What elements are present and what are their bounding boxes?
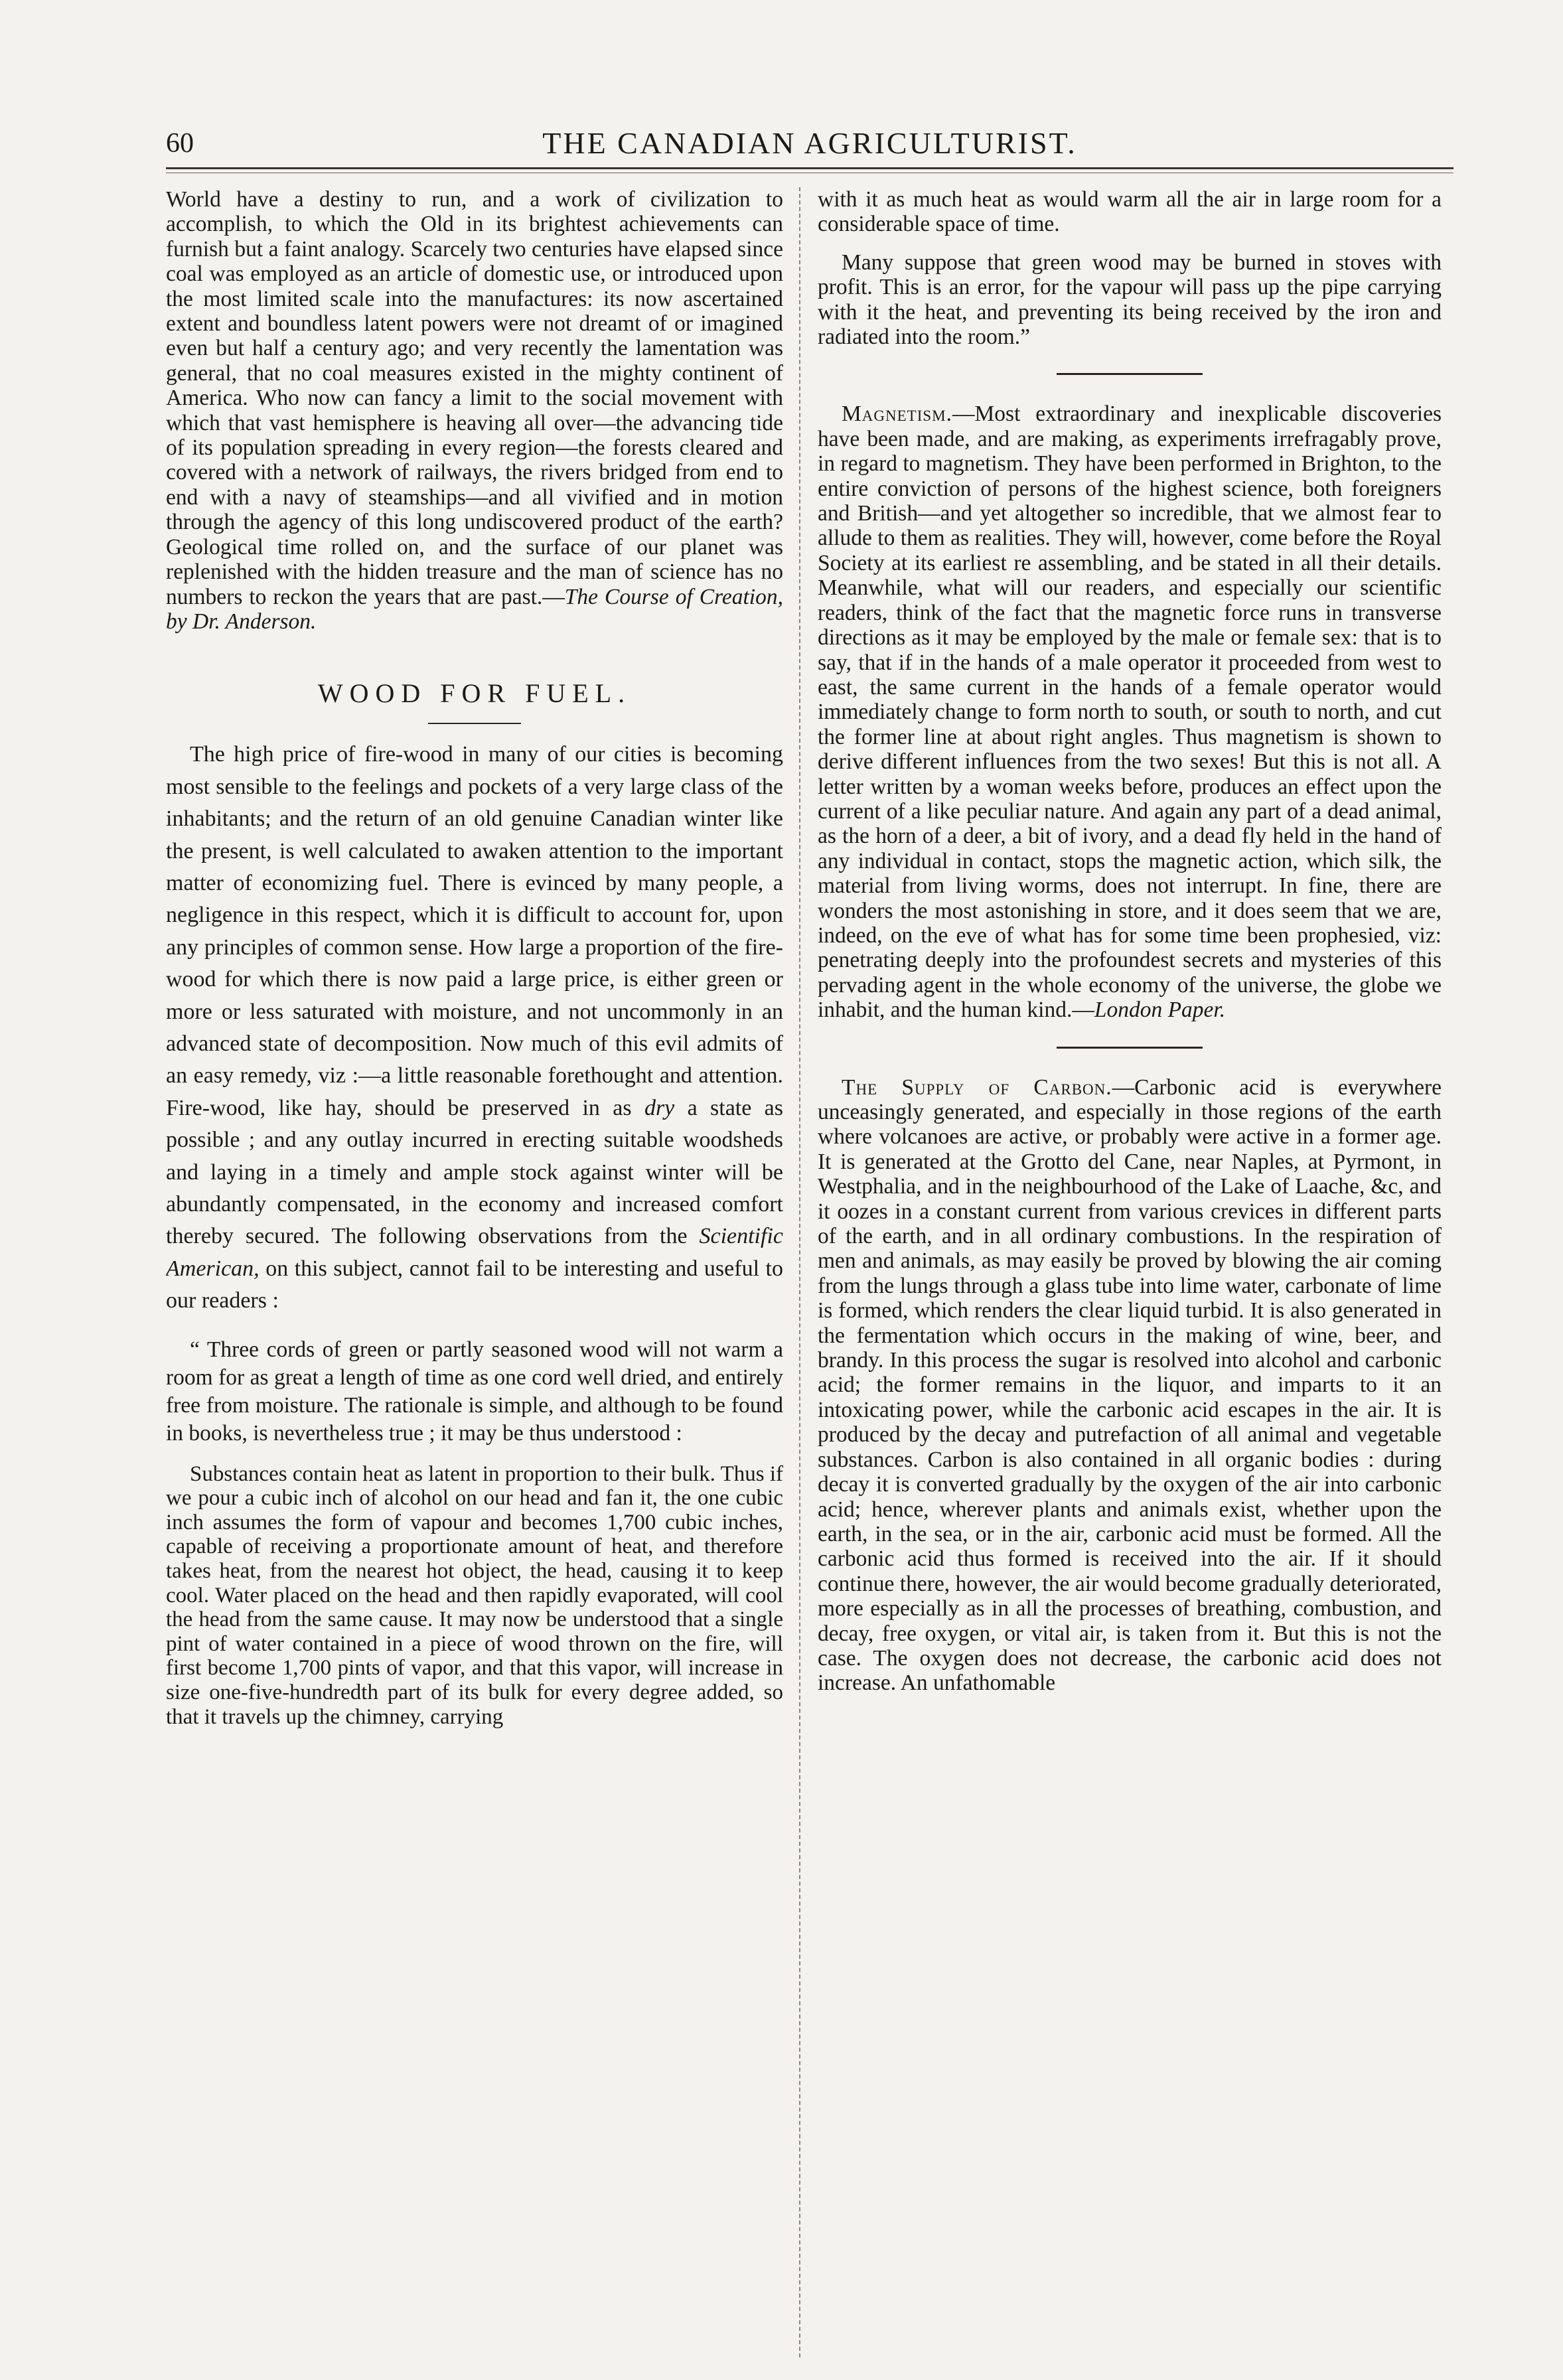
carbon-text: —Carbonic acid is everywhere unceasingly generated, and especially in those regions of the earth where volcanoes are active, or probably were active in a former age. It is generated at the Grotto del Cane, near Naples, at Pyrmont, in Westphalia, and in the neighbourhood of the Lake of Laache, &c, and it oozes in a constant current from various crevices in different parts of the earth, and in all ordinary combustions. In the respiration of men and animals, as may easily be proved by blowing the air coming from the lungs through a glass tube into lime water, carbonate of lime is formed, which renders the clear liquid turbid. It is also generated in the fermentation which occurs in the making of wine, beer, and brandy. In this process the sugar is resolved into alcohol and carbonic acid; the former remains in the liquor, and imparts to it an intoxicating power, while the carbonic acid escapes in the air. It is produced by the decay and putrefaction of all animal and vegetable substances. Carbon is also contained in all organic bodies : during decay it is converted gradually by the oxygen of the air into carbonic acid; hence, wherever plants and animals exist, whether upon the earth, in the sea, or in the air, carbonic acid must be formed. All the carbonic acid thus formed is received into the air. If it should continue there, however, the air would become gradually deteriorated, more especially as in all the processes of breathing, combustion, and decay, free oxygen, or vital air, is taken from it. But this is not the case. The oxygen does not decrease, the carbonic acid does not increase. An unfathomable xyxy=(818,1075,1442,1696)
column-divider xyxy=(799,187,800,2357)
right-column xyxy=(818,187,1442,2357)
page-header xyxy=(166,123,1453,163)
wood-text-middle: a state as possible ; and any outlay incurred in erecting suitable woodsheds and laying in a timely and ample stock against winter will be abundantly compensated, in the economy and increased comfort thereby secured. The following observations from the xyxy=(166,1095,783,1249)
page-number: 60 xyxy=(166,128,194,159)
section-rule xyxy=(1057,373,1203,375)
wood-paragraph xyxy=(166,739,783,1317)
magnetism-citation: London Paper. xyxy=(1094,998,1226,1023)
header-rule xyxy=(166,167,1453,169)
running-title: THE CANADIAN AGRICULTURIST. xyxy=(542,126,1077,160)
wood-text-after: on this subject, cannot fail to be interesting and useful to our readers : xyxy=(166,1256,783,1313)
substances-paragraph: Substances contain heat as latent in proportion to their bulk. Thus if we pour a cubic inch of alcohol on our head and fan it, the one cubic inch assumes the form of vapour and becomes 1,700 cubic inches, capable of receiving a proportionate amount of heat, and therefore takes heat, from the nearest hot object, the head, causing it to keep cool. Water placed on the head and then rapidly evaporated, will cool the head from the same cause. It may now be understood that a single pint of water contained in a piece of wood thrown on the fire, will first become 1,700 pints of vapor, and that this vapor, will increase in size one-five-hundredth part of its bulk for every degree added, so that it travels up the chimney, carrying xyxy=(166,1461,783,1729)
quote-paragraph: “ Three cords of green or partly seasoned wood will not warm a room for as great a length of time as one cord well dried, and entirely free from moisture. The rationale is simple, and although to be found in books, is nevertheless true ; it may be thus understood : xyxy=(166,1337,783,1446)
green-wood-paragraph: Many suppose that green wood may be burned in stoves with profit. This is an error, for the vapour will pass up the pipe carrying with it the heat, and preventing its being received by the iron and radiated into the room.” xyxy=(818,250,1442,350)
wood-for-fuel-heading: WOOD FOR FUEL. xyxy=(317,678,632,709)
carbon-lead: The Supply of Carbon. xyxy=(842,1075,1112,1100)
magnetism-text: —Most extraordinary and inexplicable discoveries have been made, and are making, as experiments irrefragably prove, in regard to magnetism. They have been performed in Brighton, to the entire conviction of persons of the highest science, both foreigners and British—and yet altogether so incredible, that we almost fear to allude to them as realities. They will, however, come before the Royal Society at its earliest re assembling, and be stated in all their details. Meanwhile, what will our readers, and especially our scientific readers, think of the fact that the magnetic force runs in transverse directions as it may be employed by the male or female sex: that is to say, that if in the hands of a male operator it proceeded from west to east, the same current in the hands of a female operator would immediately change to form north to south, or south to north, and cut the former line at about right angles. Thus magnetism is shown to derive different influences from the two sexes! But this is not all. A letter written by a woman weeks before, produces an effect upon the current of a like peculiar nature. And again any part of a dead animal, as the horn of a deer, a bit of ivory, and a dead fly held in the hand of any individual in contact, stops the magnetic action, which silk, the material from living worms, does not interrupt. In fine, there are wonders the most astonishing in store, and it does seem that we are, indeed, on the eve of what has for some time been prophesied, viz: penetrating deeply into the profoundest secrets and mysteries of this pervading agent in the whole economy of the universe, the globe we inhabit, and the human kind.— xyxy=(818,402,1442,1023)
magnetism-paragraph xyxy=(818,402,1442,1022)
heading-rule xyxy=(428,723,521,724)
intro-citation: The Course of Creation, by Dr. Anderson. xyxy=(166,584,783,634)
section-rule-2 xyxy=(1057,1047,1203,1049)
magnetism-lead: Magnetism. xyxy=(842,402,952,427)
wood-italic-source: Scientific American, xyxy=(166,1224,783,1281)
carbon-paragraph xyxy=(818,1075,1442,1696)
continuation-paragraph: with it as much heat as would warm all the air in large room for a considerable space of time. xyxy=(818,187,1442,237)
wood-italic-dry: dry xyxy=(644,1095,675,1120)
intro-text: World have a destiny to run, and a work of civilization to accomplish, to which the Old in its brightest achievements can furnish but a faint analogy. Scarcely two centuries have elapsed since coal was employed as an article of domestic use, or introduced upon the most limited scale into the manufactures: its now ascertained extent and boundless latent powers were not dreamt of or imagined even but half a century ago; and very recently the lamentation was general, that no coal measures existed in the mighty continent of America. Who now can fancy a limit to the social movement with which that vast hemisphere is heaving all over—the advancing tide of its population spreading in every region—the forests cleared and covered with a network of railways, the rivers bridged from end to end with a navy of steamships—and all vivified and in motion through the agency of this long undiscovered product of the earth? Geological time rolled on, and the surface of our planet was replenished with the hidden treasure and the man of science has no numbers to reckon the years that are past.— xyxy=(166,187,783,609)
left-column xyxy=(166,187,783,2357)
intro-paragraph xyxy=(166,187,783,634)
wood-text-before: The high price of fire-wood in many of our cities is becoming most sensible to the feelings and pockets of a very large class of the inhabitants; and the return of an old genuine Canadian winter like the present, is well calculated to awaken attention to the important matter of economizing fuel. There is evinced by many people, a negligence in this respect, which it is difficult to account for, upon any principles of common sense. How large a proportion of the fire-wood for which there is now paid a large price, is either green or more or less saturated with moisture, and not uncommonly in an advanced state of decomposition. Now much of this evil admits of an easy remedy, viz :—a little reasonable forethought and attention. Fire-wood, like hay, should be preserved in as xyxy=(166,742,783,1120)
